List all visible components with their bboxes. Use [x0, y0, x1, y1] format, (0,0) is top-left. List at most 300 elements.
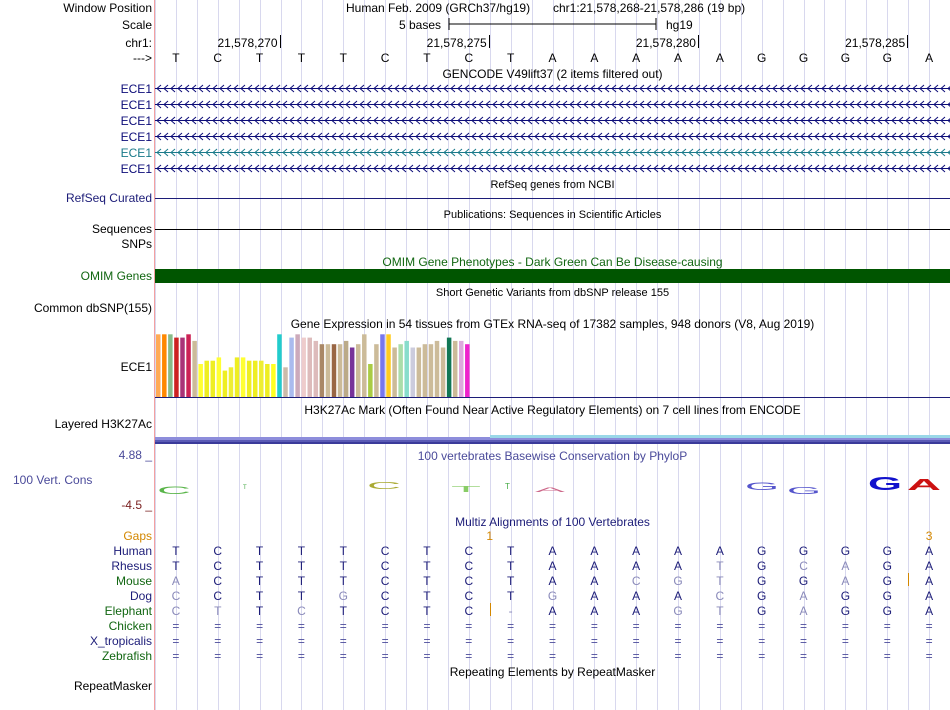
alignment-base: T	[297, 559, 306, 573]
alignment-base: =	[172, 649, 180, 663]
sequence-base: T	[339, 51, 347, 65]
alignment-base: =	[256, 649, 264, 663]
gencode-transcript[interactable]	[155, 130, 950, 143]
gtex-tissue-bar	[386, 334, 391, 397]
alignment-base: G	[882, 559, 892, 573]
alignment-base: T	[506, 544, 515, 558]
alignment-base: =	[883, 619, 891, 633]
alignment-base: T	[339, 604, 347, 618]
sequence-base: G	[882, 51, 892, 65]
gtex-tissue-bar	[204, 361, 209, 397]
gtex-tissue-bar	[168, 334, 173, 397]
alignment-base: =	[841, 649, 849, 663]
insertion-mark	[908, 573, 909, 586]
alignment-base: =	[339, 634, 347, 648]
alignment-base: C	[380, 604, 390, 618]
label-gencode-ece1[interactable]: ECE1	[120, 130, 152, 144]
alignment-base: =	[716, 619, 724, 633]
alignment-base: =	[381, 634, 389, 648]
gtex-tissue-bar	[344, 341, 349, 397]
alignment-base: =	[548, 619, 556, 633]
gtex-tissue-bar	[192, 341, 197, 397]
refseq-title: RefSeq genes from NCBI	[490, 179, 615, 191]
alignment-base: =	[758, 619, 766, 633]
assembly-title: Human Feb. 2009 (GRCh37/hg19)	[346, 1, 531, 15]
alignment-base: G	[338, 589, 348, 603]
alignment-base: =	[800, 619, 808, 633]
gtex-tissue-bar	[229, 367, 234, 397]
alignment-base: T	[297, 589, 306, 603]
alignment-base: T	[172, 559, 180, 573]
alignment-base: G	[673, 574, 683, 588]
label-arrow: --->	[133, 51, 152, 65]
position-readout: chr1:21,578,268-21,578,286 (19 bp)	[553, 1, 746, 15]
gtex-tissue-bar	[465, 344, 470, 397]
alignment-base: T	[716, 574, 724, 588]
alignment-base: T	[255, 604, 264, 618]
gtex-tissue-bar	[283, 367, 288, 397]
alignment-base: =	[758, 649, 766, 663]
coord-tick	[698, 35, 699, 48]
gtex-tissue-bar	[404, 341, 409, 397]
alignment-base: G	[882, 544, 892, 558]
alignment-base: =	[339, 649, 347, 663]
alignment-base: T	[423, 559, 431, 573]
alignment-base: =	[339, 619, 347, 633]
coord-label: 21,578,275	[426, 36, 487, 50]
gtex-tissue-bar	[392, 348, 397, 398]
alignment-base: A	[548, 544, 557, 558]
alignment-base: T	[339, 544, 347, 558]
alignment-base: A	[632, 559, 641, 573]
alignment-base: C	[380, 559, 390, 573]
gencode-title: GENCODE V49lift37 (2 items filtered out)	[442, 67, 663, 81]
gtex-tissue-bar	[211, 361, 216, 397]
label-gtex-gene[interactable]: ECE1	[120, 360, 152, 374]
gtex-tissue-bar	[259, 361, 264, 397]
alignment-base: =	[716, 634, 724, 648]
alignment-base: =	[800, 634, 808, 648]
alignment-base: =	[465, 619, 473, 633]
alignment-base: =	[297, 649, 305, 663]
coord-tick	[907, 35, 908, 48]
scale-db: hg19	[666, 18, 693, 32]
phylop-base-3: T	[243, 485, 247, 491]
sequence-base: T	[297, 51, 306, 65]
scale-text: 5 bases	[399, 18, 442, 32]
gtex-tissue-bar	[198, 364, 203, 397]
alignment-base: A	[674, 559, 683, 573]
alignment-base: G	[798, 544, 809, 558]
alignment-base: =	[925, 649, 933, 663]
sequence-base: G	[798, 51, 809, 65]
phylop-base-16: G	[787, 486, 822, 497]
label-species[interactable]: Elephant	[104, 604, 152, 618]
alignment-base: G	[757, 559, 767, 573]
alignment-base: T	[172, 544, 180, 558]
gtex-tissue-bar	[374, 344, 379, 397]
alignment-base: A	[590, 559, 599, 573]
alignment-base: G	[757, 544, 767, 558]
gtex-tissue-bar	[180, 338, 185, 397]
alignment-base: A	[841, 559, 850, 573]
sequence-base: T	[506, 51, 515, 65]
sequence-base: A	[590, 51, 599, 65]
alignment-base: =	[800, 649, 808, 663]
alignment-base: A	[925, 574, 934, 588]
alignment-base: G	[840, 604, 851, 618]
alignment-base: G	[547, 589, 558, 603]
gtex-tissue-bar	[241, 357, 246, 397]
alignment-base: A	[925, 559, 934, 573]
gtex-tissue-bar	[289, 338, 294, 397]
alignment-base: =	[297, 634, 305, 648]
sequences-line[interactable]	[155, 222, 950, 230]
gtex-tissue-bar	[411, 348, 416, 398]
alignment-base: G	[882, 574, 892, 588]
gencode-transcript[interactable]	[155, 146, 950, 159]
sequence-base: G	[840, 51, 851, 65]
alignment-base: C	[464, 544, 474, 558]
alignment-base: =	[883, 634, 891, 648]
alignment-base: C	[171, 604, 181, 618]
alignment-base: =	[423, 619, 431, 633]
label-refseq[interactable]: RefSeq Curated	[65, 191, 152, 205]
gtex-tissue-bar	[301, 338, 306, 397]
label-species[interactable]: Dog	[129, 589, 152, 603]
label-chr: chr1:	[125, 36, 152, 50]
dbsnp-title: Short Genetic Variants from dbSNP release 155	[435, 287, 670, 299]
coord-tick	[280, 35, 281, 48]
alignment-base: A	[548, 574, 557, 588]
alignment-base: G	[757, 574, 767, 588]
alignment-base: A	[674, 544, 683, 558]
alignment-base: G	[840, 544, 851, 558]
gtex-tissue-bar	[217, 357, 222, 397]
alignment-base: T	[255, 574, 264, 588]
alignment-base: A	[799, 604, 808, 618]
coord-tick	[489, 35, 490, 48]
alignment-base: T	[255, 544, 264, 558]
label-snps[interactable]: SNPs	[121, 237, 152, 251]
alignment-base: A	[590, 544, 599, 558]
publications-title: Publications: Sequences in Scientific Articles	[443, 209, 662, 221]
gtex-tissue-bar	[459, 341, 464, 397]
gtex-tissue-bar	[356, 344, 361, 397]
gap-mark: 1	[486, 529, 494, 543]
gtex-tissue-bar	[338, 344, 343, 397]
gtex-tissue-bar	[332, 344, 337, 397]
h3k27ac-signal[interactable]	[155, 435, 950, 447]
label-cons-max: 4.88 _	[118, 448, 152, 462]
alignment-base: =	[172, 619, 180, 633]
alignment-base: =	[548, 634, 556, 648]
label-cons-min: -4.5 _	[121, 498, 152, 512]
gencode-transcript[interactable]	[155, 98, 950, 111]
coord-label: 21,578,270	[217, 36, 278, 50]
multiz-title: Multiz Alignments of 100 Vertebrates	[455, 515, 650, 529]
gtex-tissue-bar	[429, 344, 434, 397]
scale-bar	[448, 16, 660, 32]
alignment-base: A	[590, 574, 599, 588]
label-gencode-ece1[interactable]: ECE1	[120, 146, 152, 160]
alignment-base: C	[213, 559, 223, 573]
alignment-base: C	[464, 604, 474, 618]
alignment-base: A	[171, 574, 180, 588]
alignment-base: T	[255, 559, 264, 573]
label-gencode-ece1[interactable]: ECE1	[120, 82, 152, 96]
label-gaps: Gaps	[123, 529, 152, 543]
gtex-tissue-bar	[417, 348, 422, 398]
gtex-tissue-bar	[223, 371, 228, 397]
alignment-base: C	[213, 589, 223, 603]
alignment-base: C	[297, 604, 306, 618]
sequence-base: C	[464, 51, 474, 65]
alignment-base: T	[716, 559, 724, 573]
alignment-base: =	[465, 634, 473, 648]
alignment-base: T	[506, 589, 515, 603]
alignment-base: C	[715, 589, 725, 603]
alignment-base: G	[882, 589, 892, 603]
alignment-base: =	[423, 649, 431, 663]
phylop-base-15: G	[745, 481, 779, 493]
alignment-base: G	[882, 604, 892, 618]
label-species[interactable]: X_tropicalis	[89, 634, 152, 648]
alignment-base: =	[172, 634, 180, 648]
alignment-base: =	[925, 619, 933, 633]
alignment-base: C	[799, 559, 808, 573]
alignment-base: T	[297, 574, 306, 588]
gtex-tissue-bar	[326, 344, 331, 397]
alignment-base: =	[423, 634, 431, 648]
alignment-base: C	[213, 574, 223, 588]
h3k27ac-title: H3K27Ac Mark (Often Found Near Active Regulatory Elements) on 7 cell lines from ENCODE	[304, 403, 801, 417]
label-gencode-ece1[interactable]: ECE1	[120, 98, 152, 112]
sequence-base: A	[548, 51, 557, 65]
alignment-base: =	[507, 619, 515, 633]
sequence-base: A	[715, 51, 724, 65]
gtex-tissue-bar	[447, 338, 452, 397]
alignment-base: =	[632, 634, 640, 648]
gtex-chart[interactable]	[155, 331, 950, 401]
gtex-tissue-bar	[253, 361, 258, 397]
label-gencode-ece1[interactable]: ECE1	[120, 162, 152, 176]
alignment-base: A	[548, 604, 557, 618]
label-species[interactable]: Zebrafish	[101, 649, 152, 663]
sequence-base: G	[757, 51, 767, 65]
alignment-base: =	[632, 649, 640, 663]
alignment-base: T	[255, 589, 264, 603]
alignment-base: G	[757, 589, 767, 603]
alignment-base: =	[548, 649, 556, 663]
phylop-base-18: G	[868, 474, 902, 494]
gtex-tissue-bar	[271, 364, 276, 397]
gtex-tissue-bar	[368, 364, 373, 397]
alignment-base: =	[758, 634, 766, 648]
insertion-mark	[490, 603, 491, 616]
gtex-tissue-bar	[398, 344, 403, 397]
phylop-base-1: C	[157, 485, 192, 497]
gtex-tissue-bar	[350, 348, 355, 398]
alignment-base: C	[380, 544, 390, 558]
alignment-base: =	[925, 634, 933, 648]
gtex-tissue-bar	[247, 361, 252, 397]
coord-label: 21,578,280	[635, 36, 696, 50]
alignment-base: G	[840, 589, 851, 603]
alignment-base: T	[297, 544, 306, 558]
alignment-base: A	[925, 604, 934, 618]
gtex-tissue-bar	[441, 348, 446, 398]
gtex-tissue-bar	[235, 357, 240, 397]
alignment-base: C	[464, 589, 474, 603]
alignment-base: T	[339, 559, 347, 573]
alignment-base: A	[632, 589, 641, 603]
alignment-base: A	[548, 559, 557, 573]
alignment-base: G	[757, 604, 767, 618]
alignment-base: C	[171, 589, 181, 603]
alignment-base: A	[590, 604, 599, 618]
alignment-base: A	[715, 544, 724, 558]
sequence-base: A	[674, 51, 683, 65]
omim-bar[interactable]	[155, 269, 950, 283]
label-species[interactable]: Rhesus	[111, 559, 152, 573]
phylop-base-19: A	[907, 477, 943, 494]
gtex-tissue-bar	[156, 334, 161, 397]
alignment-base: T	[339, 574, 347, 588]
gtex-tissue-bar	[362, 334, 367, 397]
alignment-base: C	[380, 589, 390, 603]
gtex-tissue-bar	[277, 334, 282, 397]
label-sequences[interactable]: Sequences	[91, 222, 152, 236]
phylop-base-6: C	[367, 481, 401, 492]
sequence-base: C	[213, 51, 223, 65]
alignment-base: G	[798, 574, 809, 588]
alignment-base: T	[423, 544, 431, 558]
gtex-tissue-bar	[162, 334, 167, 397]
repeatmasker-title: Repeating Elements by RepeatMasker	[449, 665, 656, 679]
alignment-base: A	[632, 544, 641, 558]
alignment-base: =	[632, 619, 640, 633]
alignment-base: =	[841, 619, 849, 633]
gtex-tissue-bar	[295, 334, 300, 397]
alignment-base: =	[297, 619, 305, 633]
alignment-base: A	[925, 589, 934, 603]
alignment-base: =	[256, 619, 264, 633]
gtex-tissue-bar	[380, 334, 385, 397]
alignment-base: =	[590, 634, 598, 648]
gtex-tissue-bar	[320, 344, 325, 397]
label-repeatmasker[interactable]: RepeatMasker	[73, 679, 152, 693]
phylop-signal[interactable]	[155, 470, 950, 510]
alignment-base: =	[214, 619, 222, 633]
alignment-base: C	[464, 574, 474, 588]
alignment-base: T	[716, 604, 724, 618]
gtex-tissue-bar	[265, 364, 270, 397]
gtex-tissue-bar	[314, 341, 319, 397]
alignment-base: A	[799, 589, 808, 603]
alignment-base: =	[674, 634, 682, 648]
gtex-tissue-bar	[453, 341, 458, 397]
alignment-base: =	[674, 649, 682, 663]
alignment-base: =	[214, 649, 222, 663]
gtex-tissue-bar	[423, 344, 428, 397]
alignment-base: -	[508, 604, 513, 618]
alignment-base: =	[883, 649, 891, 663]
alignment-base: =	[507, 649, 515, 663]
phylop-title: 100 vertebrates Basewise Conservation by PhyloP	[417, 449, 688, 463]
refseq-line[interactable]	[155, 192, 950, 199]
alignment-base: T	[423, 604, 431, 618]
phylop-base-10: A	[535, 488, 565, 494]
gencode-transcript[interactable]	[155, 162, 950, 175]
gtex-tissue-bar	[435, 341, 440, 397]
label-window-position: Window Position	[63, 1, 152, 15]
gap-mark: 3	[925, 529, 933, 543]
gtex-tissue-bar	[308, 338, 313, 397]
alignment-base: A	[674, 589, 683, 603]
alignment-base: =	[590, 619, 598, 633]
alignment-base: T	[506, 574, 515, 588]
alignment-base: =	[256, 634, 264, 648]
alignment-base: A	[925, 544, 934, 558]
sequence-base: A	[925, 51, 934, 65]
alignment-base: T	[423, 574, 431, 588]
alignment-base: =	[507, 634, 515, 648]
label-species[interactable]: Mouse	[115, 574, 152, 588]
alignment-base: =	[674, 619, 682, 633]
gencode-transcript[interactable]	[155, 114, 950, 127]
alignment-base: =	[381, 619, 389, 633]
alignment-base: T	[214, 604, 222, 618]
label-species[interactable]: Chicken	[108, 619, 152, 633]
phylop-base-8: T	[451, 485, 482, 494]
gtex-tissue-bar	[186, 334, 191, 397]
alignment-base: A	[841, 574, 850, 588]
alignment-base: =	[214, 634, 222, 648]
alignment-base: T	[506, 559, 515, 573]
alignment-base: =	[381, 649, 389, 663]
alignment-base: C	[380, 574, 390, 588]
sequence-base: A	[632, 51, 641, 65]
sequence-base: T	[172, 51, 180, 65]
label-dbsnp[interactable]: Common dbSNP(155)	[33, 301, 152, 315]
alignment-base: T	[423, 589, 431, 603]
label-gencode-ece1[interactable]: ECE1	[120, 114, 152, 128]
phylop-base-9: T	[505, 482, 510, 491]
sequence-base: T	[255, 51, 264, 65]
omim-title: OMIM Gene Phenotypes - Dark Green Can Be Disease-causing	[382, 255, 723, 269]
gtex-tissue-bar	[174, 338, 179, 397]
alignment-base: =	[841, 634, 849, 648]
gtex-title: Gene Expression in 54 tissues from GTEx RNA-seq of 17382 samples, 948 donors (V8, Aug 2019)	[290, 317, 815, 331]
alignment-base: =	[465, 649, 473, 663]
alignment-base: =	[716, 649, 724, 663]
label-species[interactable]: Human	[113, 544, 152, 558]
alignment-base: A	[590, 589, 599, 603]
alignment-base: C	[464, 559, 474, 573]
gencode-transcript[interactable]	[155, 82, 950, 95]
label-cons[interactable]: 100 Vert. Cons	[13, 473, 93, 487]
alignment-base: A	[632, 604, 641, 618]
alignment-base: =	[590, 649, 598, 663]
label-h3k27ac[interactable]: Layered H3K27Ac	[54, 417, 152, 431]
label-scale: Scale	[121, 18, 152, 32]
alignment-base: C	[213, 544, 223, 558]
sequence-base: C	[380, 51, 390, 65]
label-omim[interactable]: OMIM Genes	[80, 269, 152, 283]
alignment-base: G	[673, 604, 683, 618]
alignment-base: C	[631, 574, 641, 588]
